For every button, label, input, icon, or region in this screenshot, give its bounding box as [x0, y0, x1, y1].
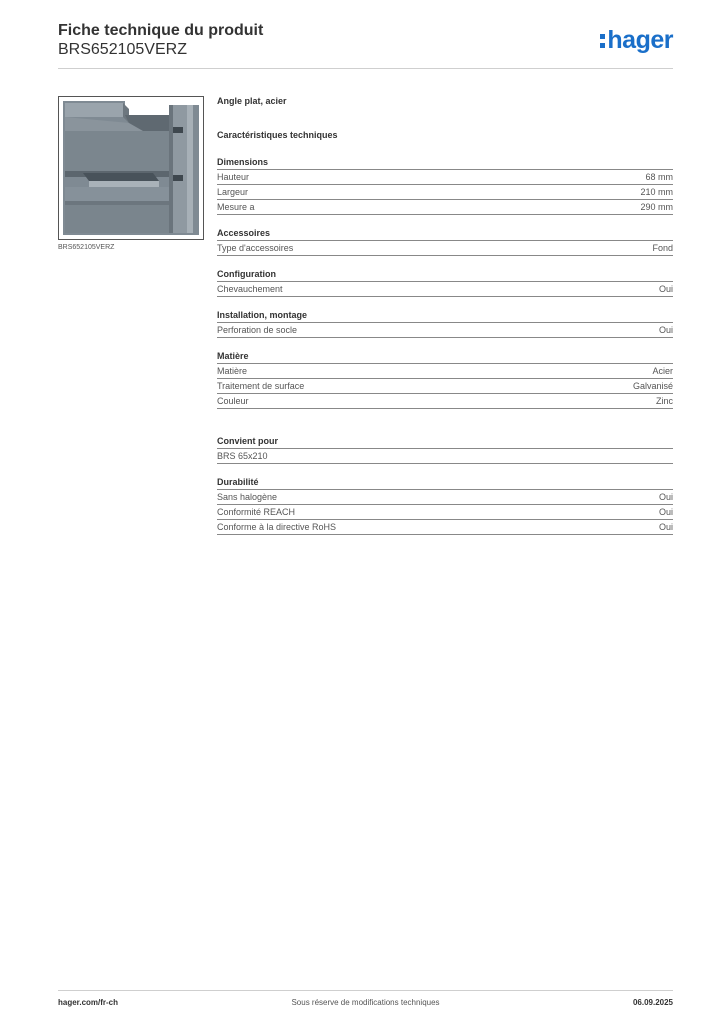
spec-label: Sans halogène: [217, 492, 278, 502]
spec-row: [217, 364, 673, 379]
spec-label: Traitement de surface: [217, 381, 305, 391]
spec-label: Conforme à la directive RoHS: [217, 522, 337, 532]
spec-row: [217, 505, 673, 520]
spec-label: Largeur: [217, 187, 249, 197]
spec-value: Oui: [658, 492, 673, 502]
spec-group-dimensions: [217, 156, 673, 215]
spec-row: [217, 200, 673, 215]
spec-label: Type d'accessoires: [217, 243, 294, 253]
spec-value: Fond: [652, 243, 673, 253]
spec-row: [217, 282, 673, 297]
group-title: Durabilité: [217, 476, 673, 490]
spec-row: [217, 241, 673, 256]
spec-group-accessoires: [217, 227, 673, 256]
spec-label: Perforation de socle: [217, 325, 298, 335]
spec-row: [217, 170, 673, 185]
spec-row: [217, 490, 673, 505]
group-title: Accessoires: [217, 227, 673, 241]
spec-row: [217, 379, 673, 394]
spec-label: Couleur: [217, 396, 249, 406]
spec-group-matiere: [217, 350, 673, 409]
spec-content: [217, 96, 673, 535]
product-photo-icon: [59, 97, 203, 239]
spec-value: 210 mm: [640, 187, 673, 197]
page-header: [58, 22, 673, 60]
spec-label: BRS 65x210: [217, 451, 268, 461]
spec-value: Galvanisé: [632, 381, 673, 391]
logo-text: hager: [607, 26, 673, 54]
footer-date: 06.09.2025: [632, 998, 673, 1007]
group-title: Installation, montage: [217, 309, 673, 323]
spec-label: Conformité REACH: [217, 507, 296, 517]
group-title: Dimensions: [217, 156, 673, 170]
footer-divider: [58, 990, 673, 991]
spec-value: Acier: [652, 366, 673, 376]
spec-label: Matière: [217, 366, 248, 376]
group-title: Configuration: [217, 268, 673, 282]
spec-group-configuration: [217, 268, 673, 297]
spec-row: [217, 394, 673, 409]
spec-row: [217, 323, 673, 338]
spec-group-installation: [217, 309, 673, 338]
image-caption: BRS652105VERZ: [58, 244, 115, 251]
group-title: Matière: [217, 350, 673, 364]
spec-value: Oui: [658, 507, 673, 517]
technical-title: Caractéristiques techniques: [217, 130, 338, 140]
group-title: Convient pour: [217, 435, 673, 449]
product-description: Angle plat, acier: [217, 96, 287, 106]
spec-value: 290 mm: [640, 202, 673, 212]
spec-label: Mesure a: [217, 202, 255, 212]
spec-label: Hauteur: [217, 172, 250, 182]
spec-group-durabilite: [217, 476, 673, 535]
footer-notice: Sous réserve de modifications techniques: [291, 998, 440, 1007]
logo-dots-icon: [600, 31, 605, 49]
page-title: Fiche technique du produit: [58, 22, 264, 39]
product-image: [58, 96, 204, 240]
spec-value: Oui: [658, 522, 673, 532]
spec-row: [217, 185, 673, 200]
spec-row: [217, 449, 673, 464]
product-reference: BRS652105VERZ: [58, 41, 187, 58]
spec-row: [217, 520, 673, 535]
hager-logo[interactable]: [600, 26, 673, 54]
spec-value: 68 mm: [645, 172, 673, 182]
spec-value: Oui: [658, 284, 673, 294]
header-divider: [58, 68, 673, 69]
spec-group-convient: [217, 435, 673, 464]
spec-value: Oui: [658, 325, 673, 335]
spec-label: Chevauchement: [217, 284, 283, 294]
spec-value: Zinc: [655, 396, 673, 406]
footer-website-link[interactable]: hager.com/fr-ch: [58, 998, 119, 1007]
